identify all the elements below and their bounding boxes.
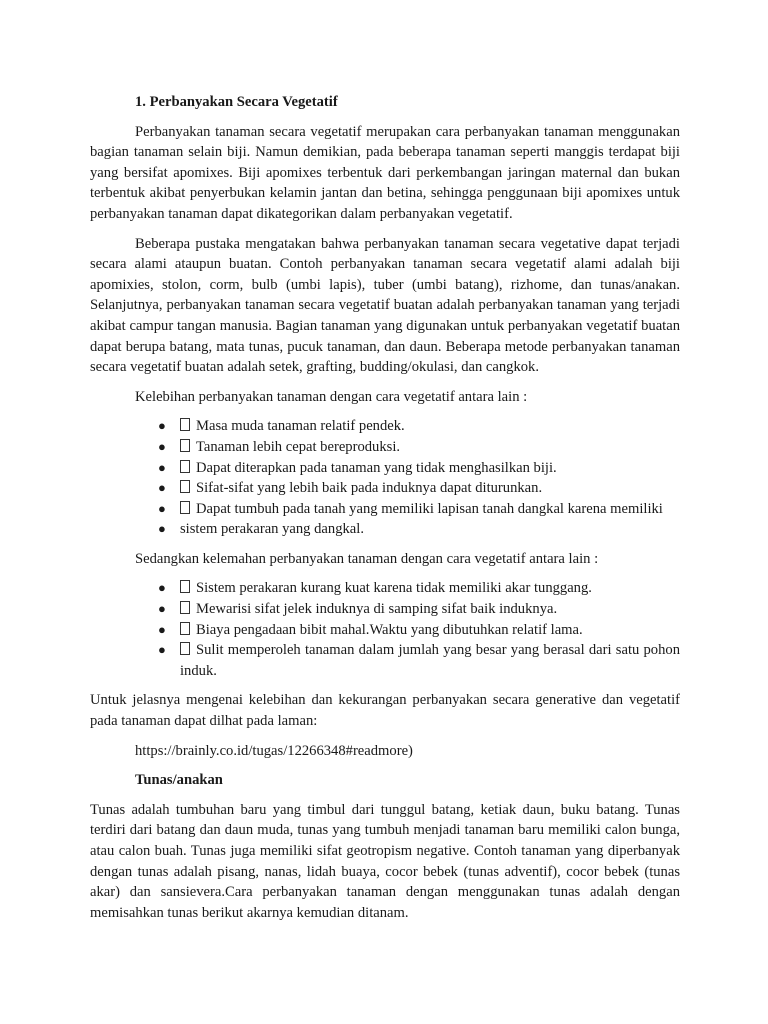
bullet-icon: ● [158,480,166,496]
missing-glyph-icon [180,480,190,493]
paragraph-tunas: Tunas adalah tumbuhan baru yang timbul dari tunggul batang, ketiak daun, buku batang. Tunas terdiri dari batang dan daun muda, tunas yang tumbuh menjadi tanaman baru memiliki calon bunga, atau calon buah. Tunas juga memiliki sifat geotropism negative. Contoh tanaman yang diperbanyak dengan tunas adalah pisang, nanas, lidah buaya, cocor bebek (tunas adventif), cocor bebek (tunas akar) dan sansievera.Cara perbanyakan tanaman dengan menggunakan tunas adalah dengan memisahkan tunas berikut akarnya kemudian ditanam. [90,801,680,921]
list-item: ● sistem perakaran yang dangkal. [90,519,680,540]
bullet-icon: ● [158,580,166,596]
list-item: ● Sistem perakaran kurang kuat karena tidak memiliki akar tunggang. [90,578,680,599]
disadvantages-intro: Sedangkan kelemahan perbanyakan tanaman dengan cara vegetatif antara lain : [135,550,599,567]
list-item: ● Tanaman lebih cepat bereproduksi. [90,437,680,458]
list-item: ● Mewarisi sifat jelek induknya di samping sifat baik induknya. [90,599,680,620]
bullet-icon: ● [158,500,166,516]
document-body [90,92,680,932]
subsection-heading: Tunas/anakan [135,772,223,789]
list-item: ● Dapat diterapkan pada tanaman yang tidak menghasilkan biji. [90,458,680,479]
missing-glyph-icon [180,439,190,452]
list-item: ● Biaya pengadaan bibit mahal.Waktu yang dibutuhkan relatif lama. [90,620,680,641]
list-item: ● Sifat-sifat yang lebih baik pada induknya dapat diturunkan. [90,478,680,499]
missing-glyph-icon [180,580,190,593]
missing-glyph-icon [180,642,190,655]
reference-link[interactable]: https://brainly.co.id/tugas/12266348#readmore) [135,742,413,759]
bullet-icon: ● [158,642,166,658]
missing-glyph-icon [180,601,190,614]
paragraph-types: Beberapa pustaka mengatakan bahwa perbanyakan tanaman secara vegetative dapat terjadi secara alami ataupun buatan. Contoh perbanyakan tanaman secara vegetatif alami adalah biji apomixies, stolon, corm, bulb (umbi lapis), tuber (umbi batang), rizhome, dan tunas/anakan. Selanjutnya, perbanyakan tanaman secara vegetatif buatan adalah perbanyakan tanaman yang terjadi akibat campur tangan manusia. Bagian tanaman yang digunakan untuk perbanyakan vegetatif buatan dapat berupa batang, mata tunas, pucuk tanaman, dan daun. Beberapa metode perbanyakan tanaman secara vegetatif buatan adalah setek, grafting, budding/okulasi, dan cangkok. [90,235,680,376]
bullet-icon: ● [158,418,166,434]
list-item: ● Dapat tumbuh pada tanah yang memiliki lapisan tanah dangkal karena memiliki [90,499,680,520]
bullet-icon: ● [158,438,166,454]
list-item: ● Masa muda tanaman relatif pendek. [90,416,680,437]
missing-glyph-icon [180,418,190,431]
paragraph-definition: Perbanyakan tanaman secara vegetatif merupakan cara perbanyakan tanaman menggunakan bagian tanaman selain biji. Namun demikian, pada beberapa tanaman seperti manggis terdapat biji yang bersifat apomixes. Biji apomixes terbentuk dari perkembangan jaringan maternal dan bukan terbentuk akibat penyerbukan kelamin jantan dan betina, sehingga penggunaan biji apomixes untuk perbanyakan tanaman dapat dikategorikan dalam perbanyakan vegetatif. [90,123,680,222]
section-heading: 1. Perbanyakan Secara Vegetatif [135,94,338,110]
missing-glyph-icon [180,501,190,514]
disadvantages-list [90,578,680,681]
missing-glyph-icon [180,622,190,635]
missing-glyph-icon [180,460,190,473]
advantages-list [90,416,680,540]
advantages-intro: Kelebihan perbanyakan tanaman dengan cara vegetatif antara lain : [135,388,528,405]
bullet-icon: ● [158,621,166,637]
list-item: ● Sulit memperoleh tanaman dalam jumlah yang besar yang berasal dari satu pohon induk. [158,642,680,679]
paragraph-reference: Untuk jelasnya mengenai kelebihan dan kekurangan perbanyakan secara generative dan vegetatif pada tanaman dapat dilhat pada laman: [90,692,680,730]
bullet-icon: ● [158,459,166,475]
bullet-icon: ● [158,601,166,617]
bullet-icon: ● [158,521,166,537]
